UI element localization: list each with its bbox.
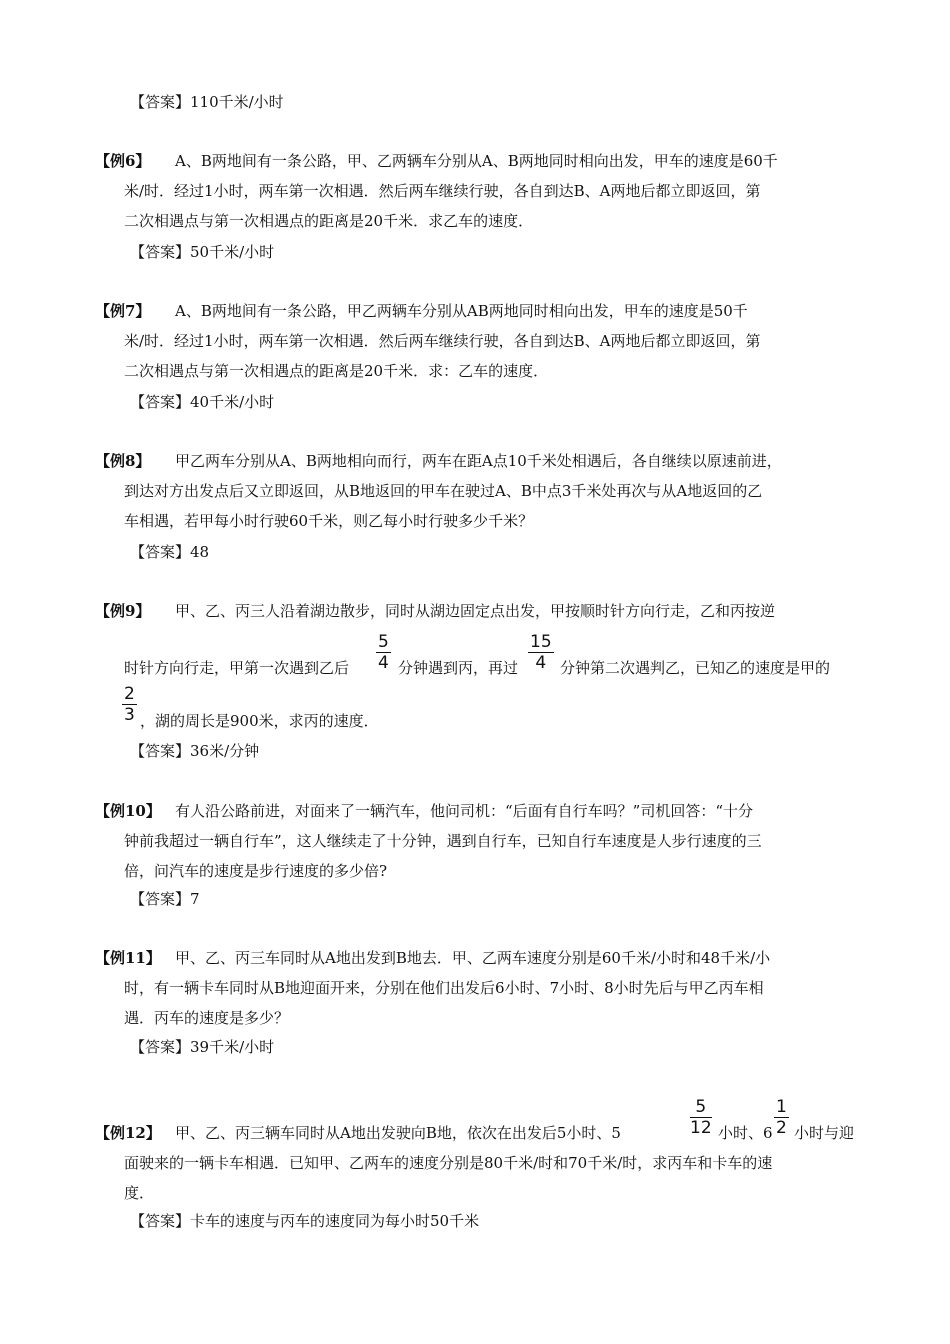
fraction-numerator: 5 — [690, 1097, 712, 1118]
fraction-denominator: 4 — [378, 653, 389, 673]
answer-8: 【答案】48 — [130, 543, 210, 561]
fraction-denominator: 3 — [124, 705, 135, 725]
question-text: 面驶来的一辆卡车相遇．已知甲、乙两车的速度分别是80千米/时和70千米/时，求丙车和卡车的速 — [124, 1154, 773, 1172]
example-label: 【例9】 — [95, 602, 151, 620]
question-line: 有人沿公路前进，对面来了一辆汽车，他问司机：“后面有自行车吗？”司机回答：“十分 — [175, 802, 754, 820]
question-line: 车相遇，若甲每小时行驶60千米，则乙每小时行驶多少千米？ — [124, 512, 534, 530]
question-line: 米/时．经过1小时，两车第一次相遇．然后两车继续行驶，各自到达B、A两地后都立即返回，第 — [124, 182, 761, 200]
example-label: 【例8】 — [95, 452, 151, 470]
answer-9: 【答案】36米/分钟 — [130, 742, 260, 760]
answer-10: 【答案】7 — [130, 890, 200, 908]
answer-11: 【答案】39千米/小时 — [130, 1038, 275, 1056]
question-line: 米/时．经过1小时，两车第一次相遇．然后两车继续行驶，各自到达B、A两地后都立即返回，第 — [124, 332, 761, 350]
answer-previous: 【答案】110千米/小时 — [130, 93, 284, 111]
fraction-numerator: 1 — [776, 1097, 787, 1117]
fraction-numerator: 2 — [124, 684, 135, 704]
question-text: 度． — [124, 1184, 155, 1202]
question-text: 小时与迎 — [794, 1124, 855, 1142]
question-text: 分钟第二次遇判乙，已知乙的速度是甲的 — [560, 659, 831, 677]
fraction-1-2 — [774, 1097, 789, 1138]
fraction-2-3 — [122, 684, 137, 725]
fraction-numerator: 5 — [378, 632, 389, 652]
question-line: 钟前我超过一辆自行车”，这人继续走了十分钟，遇到自行车，已知自行车速度是人步行速度的三 — [124, 832, 762, 850]
example-label: 【例11】 — [95, 949, 161, 967]
example-label: 【例7】 — [95, 302, 151, 320]
example-label: 【例6】 — [95, 152, 151, 170]
question-text: 甲、乙、丙三辆车同时从A地出发驶向B地，依次在出发后5小时、5 — [175, 1124, 621, 1142]
question-line: 甲乙两车分别从A、B两地相向而行，两车在距A点10千米处相遇后，各自继续以原速前进， — [175, 452, 782, 470]
answer-12: 【答案】卡车的速度与丙车的速度同为每小时50千米 — [130, 1212, 480, 1230]
fraction-15-4 — [528, 632, 554, 673]
question-line: 甲、乙、丙三车同时从A地出发到B地去．甲、乙两车速度分别是60千米/小时和48千米/小 — [175, 949, 771, 967]
answer-7: 【答案】40千米/小时 — [130, 393, 275, 411]
question-text: 分钟遇到丙，再过 — [398, 659, 519, 677]
example-label: 【例12】 — [95, 1124, 161, 1142]
question-line: A、B两地间有一条公路，甲乙两辆车分别从AB两地同时相向出发，甲车的速度是50千 — [175, 302, 748, 320]
question-line: 时，有一辆卡车同时从B地迎面开来，分别在他们出发后6小时、7小时、8小时先后与甲乙丙车相 — [124, 979, 764, 997]
answer-6: 【答案】50千米/小时 — [130, 243, 275, 261]
question-text: 小时、6 — [718, 1124, 773, 1142]
fraction-numerator: 15 — [530, 632, 552, 652]
question-line: 倍，问汽车的速度是步行速度的多少倍? — [124, 862, 388, 880]
question-line: 遇．丙车的速度是多少？ — [124, 1009, 290, 1027]
question-line: 到达对方出发点后又立即返回，从B地返回的甲车在驶过A、B中点3千米处再次与从A地返回的乙 — [124, 482, 763, 500]
fraction-denominator: 2 — [776, 1118, 787, 1138]
question-line: 二次相遇点与第一次相遇点的距离是20千米．求乙车的速度． — [124, 212, 534, 230]
fraction-5-12 — [690, 1097, 712, 1138]
question-text: ，湖的周长是900米，求丙的速度． — [140, 712, 379, 730]
question-text: 时针方向行走，甲第一次遇到乙后 — [124, 659, 350, 677]
question-line: A、B两地间有一条公路，甲、乙两辆车分别从A、B两地同时相向出发，甲车的速度是60千 — [175, 152, 778, 170]
example-label: 【例10】 — [95, 802, 161, 820]
fraction-denominator: 4 — [535, 653, 547, 673]
question-line: 甲、乙、丙三人沿着湖边散步，同时从湖边固定点出发，甲按顺时针方向行走，乙和丙按逆 — [175, 602, 776, 620]
fraction-denominator: 12 — [690, 1118, 712, 1138]
question-line: 二次相遇点与第一次相遇点的距离是20千米．求：乙车的速度． — [124, 362, 549, 380]
fraction-5-4 — [376, 632, 391, 673]
